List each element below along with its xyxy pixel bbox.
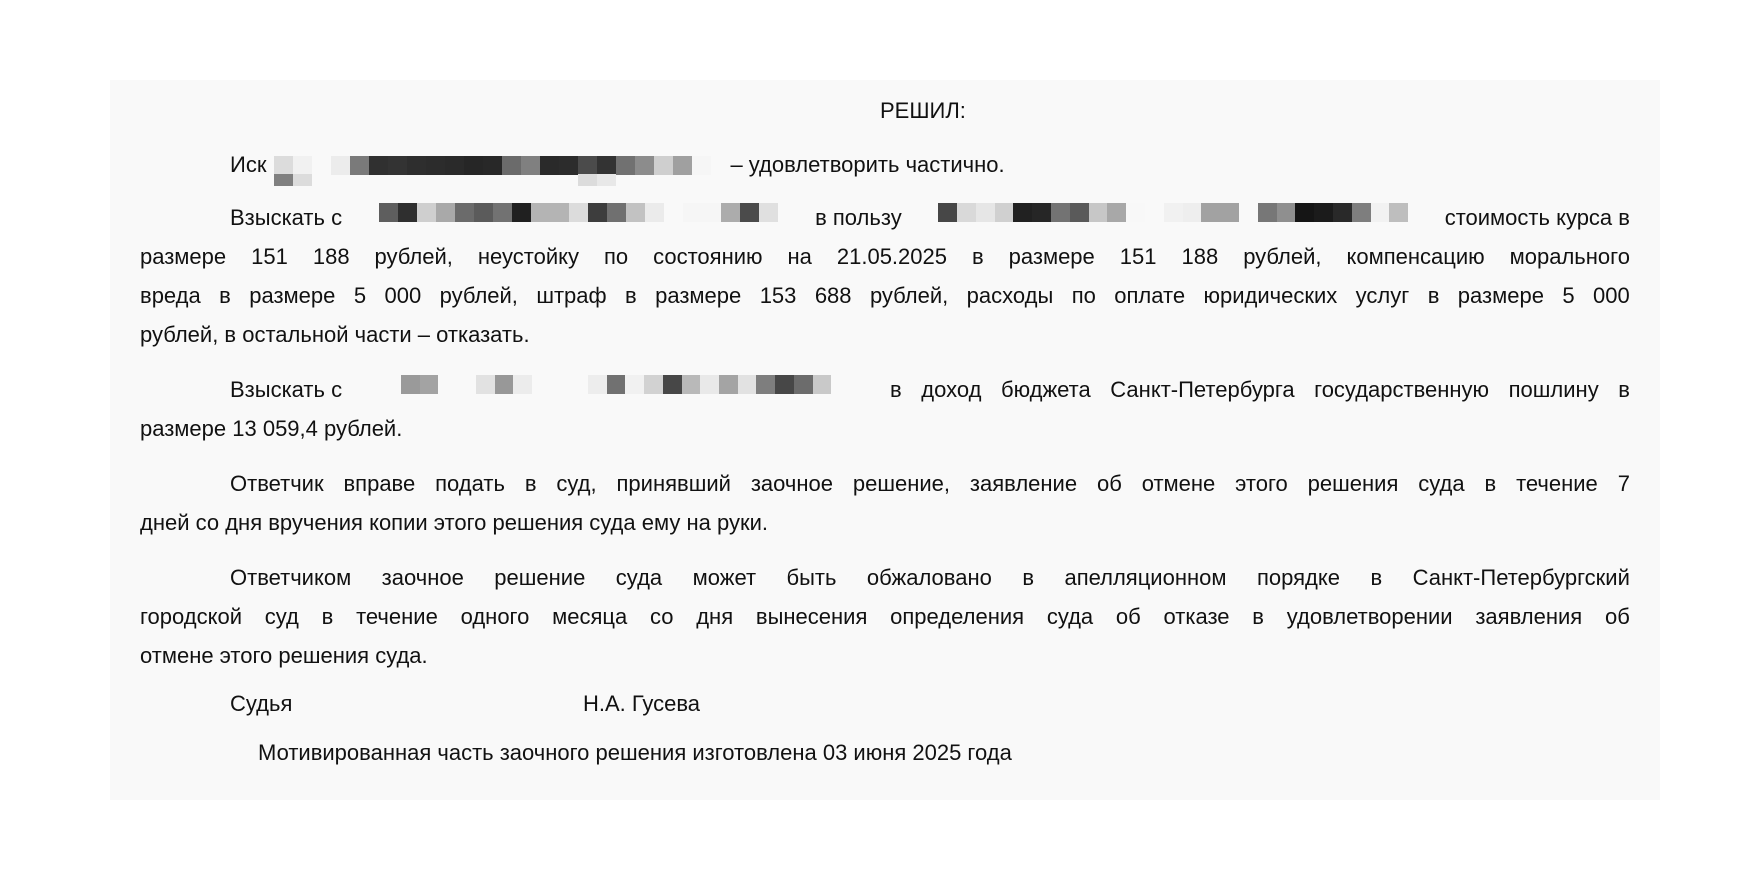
word: вправе: [343, 471, 416, 496]
word: месяца: [552, 604, 628, 629]
word: компенсацию: [1346, 244, 1485, 269]
word: рублей,: [439, 283, 518, 308]
word: в: [524, 471, 537, 496]
word: Ответчиком: [230, 565, 352, 590]
word: морального: [1509, 244, 1630, 269]
word: в: [219, 283, 231, 308]
word: определения: [890, 604, 1025, 629]
paragraph-recovery-line-2: [140, 242, 1630, 272]
word: 5: [1562, 283, 1575, 308]
reasoning-date-text: Мотивированная часть заочного решения изготовлена 03 июня 2025 года: [258, 740, 1012, 765]
word: Ответчик: [230, 471, 324, 496]
word: размере: [140, 244, 227, 269]
word: услуг: [1355, 283, 1410, 308]
word: заочное: [750, 471, 833, 496]
word: заявление: [969, 471, 1078, 496]
word: Санкт-Петербургский: [1412, 565, 1630, 590]
word: состоянию: [653, 244, 763, 269]
word: может: [692, 565, 757, 590]
word: штраф: [536, 283, 607, 308]
word: 21.05.2025: [836, 244, 947, 269]
paragraph-recovery-line-4: [140, 320, 1630, 350]
redacted-beneficiary-name: [938, 203, 1408, 233]
redacted-defendant-name: [379, 203, 779, 233]
redacted-plaintiff-name: [274, 150, 712, 180]
word: течение: [356, 604, 438, 629]
word: на: [787, 244, 812, 269]
cancel-line-2-text: дней со дня вручения копии этого решения суда ему на руки.: [140, 510, 768, 535]
in-favor-of-text: в пользу: [815, 205, 902, 230]
word: государственную: [1314, 377, 1490, 402]
paragraph-cancel-line-1: [230, 469, 1630, 499]
word: 153: [759, 283, 797, 308]
paragraph-cancel-line-2: [140, 508, 1630, 538]
word: размере: [249, 283, 336, 308]
word: решение: [494, 565, 586, 590]
word: пошлину: [1508, 377, 1599, 402]
word: об: [1604, 604, 1630, 629]
judge-label: Судья: [230, 691, 293, 716]
word: решение,: [852, 471, 951, 496]
word: быть: [786, 565, 837, 590]
word: размере: [1008, 244, 1095, 269]
appeal-line-3-text: отмене этого решения суда.: [140, 643, 428, 668]
word: в: [1427, 283, 1440, 308]
word: подать: [435, 471, 505, 496]
word: размере: [655, 283, 742, 308]
word: заочное: [381, 565, 464, 590]
word: городской: [140, 604, 242, 629]
word: дня: [696, 604, 734, 629]
paragraph-appeal-line-1: [230, 563, 1630, 593]
word: 000: [384, 283, 422, 308]
word: по: [1071, 283, 1096, 308]
word: со: [649, 604, 674, 629]
word: об: [1115, 604, 1141, 629]
word: расходы: [966, 283, 1054, 308]
word: отмене: [1141, 471, 1216, 496]
word: рублей,: [1243, 244, 1322, 269]
duty-recover-from-text: Взыскать с: [230, 377, 343, 402]
claim-suffix: – удовлетворить частично.: [730, 152, 1005, 177]
judge-name: Н.А. Гусева: [583, 691, 701, 716]
word: удовлетворении: [1286, 604, 1453, 629]
paragraph-duty-line-2: [140, 414, 1630, 444]
duty-line-2-text: размере 13 059,4 рублей.: [140, 416, 403, 441]
word: 000: [1593, 283, 1630, 308]
word: доход: [921, 377, 982, 402]
word: 188: [1181, 244, 1219, 269]
word: суд: [264, 604, 299, 629]
word: апелляционном: [1064, 565, 1227, 590]
recover-from-text: Взыскать с: [230, 205, 343, 230]
word: течение: [1516, 471, 1598, 496]
duty-words: [890, 375, 1630, 405]
word: по: [603, 244, 629, 269]
word: обжаловано: [866, 565, 992, 590]
paragraph-recovery-line-1: [230, 203, 1630, 233]
word: рублей,: [374, 244, 453, 269]
word: суда: [1418, 471, 1465, 496]
word: размере: [1457, 283, 1544, 308]
reasoning-date-note: [258, 738, 1458, 768]
word: 688: [814, 283, 852, 308]
word: в: [625, 283, 637, 308]
word: одного: [460, 604, 530, 629]
signature-role: [230, 689, 430, 719]
paragraph-duty-line-1: [230, 375, 1630, 405]
word: порядке: [1256, 565, 1340, 590]
decision-heading: [880, 96, 1080, 126]
word: отказе: [1163, 604, 1230, 629]
course-cost-text: стоимость курса в: [1444, 205, 1630, 230]
word: в: [1618, 377, 1630, 402]
recovery-line-4-text: рублей, в остальной части – отказать.: [140, 322, 530, 347]
word: вынесения: [755, 604, 868, 629]
word: Санкт-Петербурга: [1110, 377, 1295, 402]
word: суда: [1046, 604, 1094, 629]
word: оплате: [1114, 283, 1186, 308]
word: в: [1484, 471, 1497, 496]
paragraph-claim: [230, 150, 1630, 180]
paragraph-appeal-line-3: [140, 641, 1630, 671]
signature-name: [583, 689, 883, 719]
paragraph-appeal-line-2: [140, 602, 1630, 632]
word: 151: [251, 244, 288, 269]
word: неустойку: [477, 244, 579, 269]
word: в: [1370, 565, 1383, 590]
word: бюджета: [1000, 377, 1091, 402]
word: в: [321, 604, 334, 629]
word: заявления: [1475, 604, 1583, 629]
word: об: [1096, 471, 1122, 496]
word: рублей,: [869, 283, 949, 308]
word: вреда: [140, 283, 201, 308]
redacted-defendant-name-2: [401, 375, 831, 405]
word: суда: [615, 565, 663, 590]
word: 7: [1617, 471, 1630, 496]
word: в: [971, 244, 984, 269]
word: этого: [1235, 471, 1288, 496]
word: в: [890, 377, 902, 402]
word: юридических: [1203, 283, 1338, 308]
word: принявший: [616, 471, 731, 496]
word: решения: [1307, 471, 1399, 496]
claim-prefix: Иск: [230, 152, 267, 177]
word: суд,: [556, 471, 597, 496]
word: 188: [312, 244, 350, 269]
word: в: [1022, 565, 1034, 590]
paragraph-recovery-line-3: [140, 281, 1630, 311]
word: 5: [353, 283, 367, 308]
heading-text: РЕШИЛ:: [880, 98, 966, 123]
word: 151: [1119, 244, 1157, 269]
word: в: [1252, 604, 1264, 629]
